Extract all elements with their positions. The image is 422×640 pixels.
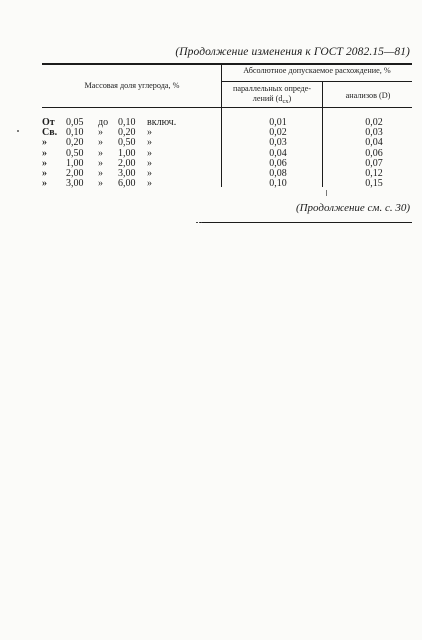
column-divider-1 — [221, 63, 222, 187]
row-word: » — [98, 137, 103, 149]
row-parallel-value: 0,04 — [269, 147, 287, 159]
row-to: 2,00 — [118, 157, 136, 169]
row-parallel-value: 0,02 — [269, 127, 287, 139]
row-parallel-value: 0,10 — [269, 178, 287, 190]
row-word: » — [98, 127, 103, 139]
row-from: 0,05 — [66, 117, 84, 128]
row-parallel-value: 0,08 — [269, 167, 287, 179]
row-to: 0,10 — [118, 117, 136, 128]
parallel-header-subscript: сх — [282, 98, 289, 105]
footer-rule — [200, 222, 412, 223]
row-tail: » — [147, 137, 152, 149]
row-parallel-value: 0,01 — [269, 117, 287, 128]
row-from: 3,00 — [66, 178, 84, 190]
row-prefix: Св. — [42, 127, 58, 139]
row-prefix: » — [42, 147, 47, 159]
header-bottom-rule — [42, 107, 412, 108]
row-from: 2,00 — [66, 167, 84, 179]
row-prefix: » — [42, 167, 47, 179]
row-word: » — [98, 178, 103, 190]
row-from: 0,50 — [66, 147, 84, 159]
parallel-header-close: ) — [288, 94, 292, 103]
row-tail: включ. — [147, 117, 177, 128]
footer-rule-dots — [196, 222, 202, 223]
continuation-header: (Продолжение изменения к ГОСТ 2082.15—81) — [175, 46, 410, 58]
row-parallel-value: 0,06 — [269, 157, 287, 169]
row-word: » — [98, 167, 103, 179]
row-parallel-value: 0,03 — [269, 137, 287, 149]
row-prefix: » — [42, 178, 47, 190]
table-top-rule — [42, 63, 412, 65]
subheader-rule — [221, 81, 412, 82]
row-analysis-value: 0,07 — [365, 157, 383, 169]
scan-tick — [326, 190, 327, 196]
row-word: » — [98, 147, 103, 159]
row-to: 6,00 — [118, 178, 136, 190]
column-header-analyses: анализов (D) — [345, 91, 391, 100]
row-tail: » — [147, 167, 152, 179]
row-analysis-value: 0,03 — [365, 127, 383, 139]
row-to: 1,00 — [118, 147, 136, 159]
column-divider-2 — [322, 81, 323, 187]
row-tail: » — [147, 178, 152, 190]
column-header-carbon-mass: Массовая доля углерода, % — [84, 81, 180, 90]
row-prefix: От — [42, 117, 55, 128]
scan-speck — [17, 130, 19, 132]
row-analysis-value: 0,12 — [365, 167, 383, 179]
row-analysis-value: 0,15 — [365, 178, 383, 190]
parallel-header-line1: параллельных опреде- — [232, 84, 312, 93]
row-analysis-value: 0,04 — [365, 137, 383, 149]
row-tail: » — [147, 147, 152, 159]
row-prefix: » — [42, 157, 47, 169]
row-analysis-value: 0,06 — [365, 147, 383, 159]
row-from: 0,20 — [66, 137, 84, 149]
row-from: 0,10 — [66, 127, 84, 139]
row-tail: » — [147, 127, 152, 139]
row-to: 0,50 — [118, 137, 136, 149]
row-to: 0,20 — [118, 127, 136, 139]
row-word: до — [98, 117, 109, 128]
row-word: » — [98, 157, 103, 169]
row-tail: » — [147, 157, 152, 169]
parallel-header-line2: лений (d — [252, 94, 283, 103]
row-analysis-value: 0,02 — [365, 117, 383, 128]
row-to: 3,00 — [118, 167, 136, 179]
continuation-footer: (Продолжение см. с. 30) — [295, 202, 410, 214]
row-from: 1,00 — [66, 157, 84, 169]
column-header-absolute-discrepancy: Абсолютное допускаемое расхождение, % — [243, 66, 391, 75]
row-prefix: » — [42, 137, 47, 149]
column-header-parallel — [224, 84, 320, 107]
